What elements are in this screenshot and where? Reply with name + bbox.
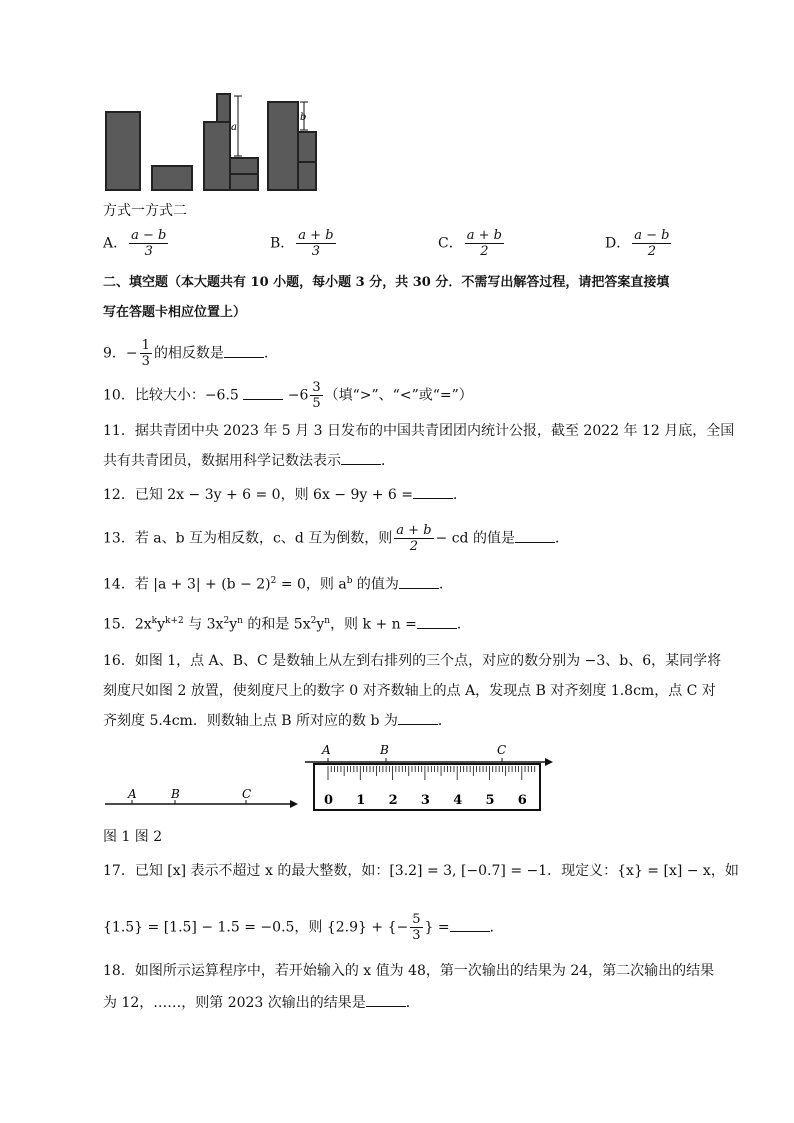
answer-blank: [224, 343, 264, 358]
question-9: 9．− $\frac{1}{3}$ 的相反数是 ．: [103, 338, 278, 369]
m1-r1: [230, 158, 258, 174]
label-a: a: [231, 122, 237, 133]
fig-caption: 方式一方式二: [103, 203, 187, 219]
question-16-line2: 刻度尺如图 2 放置，使刻度尺上的数字 0 对齐数轴上的点 A，发现点 B 对齐刻度 1.8cm，点 C 对: [103, 683, 716, 699]
m2-left: [268, 102, 298, 190]
section-header-line1: 二、填空题（本大题共有 10 小题，每小题 3 分，共 30 分．不需写出解答过程，请把答案直接填: [103, 275, 670, 290]
answer-blank: [413, 484, 453, 499]
ruler-ticks: [328, 766, 535, 780]
question-15: 15．$2x^ky^{k+2}$ 与 $3x^2y^n$ 的和是 $5x^2y^n$，则 k + n = ．: [103, 610, 694, 636]
answer-blank: [398, 710, 438, 725]
point-c: C: [242, 787, 252, 801]
question-17-line2: {1.5} = [1.5] − 1.5 = −0.5，则 {2.9} + {− $\frac{5}{3}$ } = ．: [103, 912, 504, 943]
answer-blank: [417, 614, 457, 629]
point-b: B: [171, 787, 180, 801]
m1-r2: [230, 174, 258, 190]
flat-rect: [152, 166, 192, 190]
figure-caption-16: 图 1 图 2: [103, 829, 163, 845]
question-10: 10．比较大小：−6.5 −6 $\frac{3}{5}$ （填“>”、“<”或“=”）: [103, 380, 473, 411]
ruler-point-a: A: [322, 743, 331, 757]
ruler-number: 3: [420, 793, 430, 808]
question-13: 13．若 a、b 互为相反数，c、d 互为倒数，则 $\frac{a + b}{2}$ − cd 的值是 ．: [103, 523, 569, 554]
ruler-point-c: C: [497, 743, 507, 757]
question-16-line1: 16．如图 1，点 A、B、C 是数轴上从左到右排列的三个点，对应的数分别为 −3、b、6，某同学将: [103, 653, 722, 669]
question-11-line2: 共有共青团员，数据用科学记数法表示 ．: [103, 450, 694, 472]
answer-blank: [399, 574, 439, 589]
question-14: 14．若 $|a + 3| + (b - 2)^2 = 0$，则 $a^b$ 的值为 ．: [103, 570, 694, 596]
answer-blank: [341, 450, 381, 465]
section-header-line2: 写在答题卡相应位置上）: [103, 305, 247, 320]
ruler-number: 2: [388, 793, 398, 808]
answer-blank: [450, 917, 490, 932]
ruler-number: 0: [324, 793, 334, 808]
answer-blank: [515, 528, 555, 543]
rectangle-figure: [100, 90, 330, 195]
question-16-line3: 齐刻度 5.4cm．则数轴上点 B 所对应的数 b 为 ．: [103, 710, 694, 732]
ruler-numbers: [324, 793, 527, 808]
label-b: b: [300, 112, 307, 123]
ruler-number: 5: [485, 793, 495, 808]
figure-1-number-line: [100, 780, 300, 810]
option-a: A． $\frac{a - b}{3}$: [103, 228, 167, 259]
ruler-point-b: B: [380, 743, 389, 757]
m1-top: [217, 94, 230, 122]
question-18-line2: 为 12，……，则第 2023 次输出的结果是 ．: [103, 992, 694, 1014]
answer-blank: [366, 992, 406, 1007]
option-b: B． $\frac{a + b}{3}$: [270, 228, 334, 259]
ruler-number: 4: [453, 793, 463, 808]
question-11-line1: 11．据共青团中央 2023 年 5 月 3 日发布的中国共青团团内统计公报，截至 2022 年 12 月底，全国: [103, 423, 735, 439]
m2-r2: [298, 162, 316, 190]
answer-blank: [243, 385, 283, 400]
ruler-number: 1: [356, 793, 366, 808]
m2-r1: [298, 132, 316, 162]
m1-left: [204, 122, 230, 190]
option-d: D． $\frac{a - b}{2}$: [605, 228, 670, 259]
question-12: 12．已知 2x − 3y + 6 = 0，则 6x − 9y + 6 = ．: [103, 484, 694, 506]
tall-rect: [106, 112, 140, 190]
question-18-line1: 18．如图所示运算程序中，若开始输入的 x 值为 48，第一次输出的结果为 24，第二次输出的结果: [103, 963, 715, 979]
figure-2-ruler: [300, 738, 555, 813]
option-c: C． $\frac{a + b}{2}$: [438, 228, 502, 259]
point-a: A: [128, 787, 137, 801]
question-17-line1: 17．已知 [x] 表示不超过 x 的最大整数，如：[3.2] = 3, [−0.7] = −1．现定义：{x} = [x] − x，如: [103, 863, 739, 879]
ruler-number: 6: [517, 793, 527, 808]
